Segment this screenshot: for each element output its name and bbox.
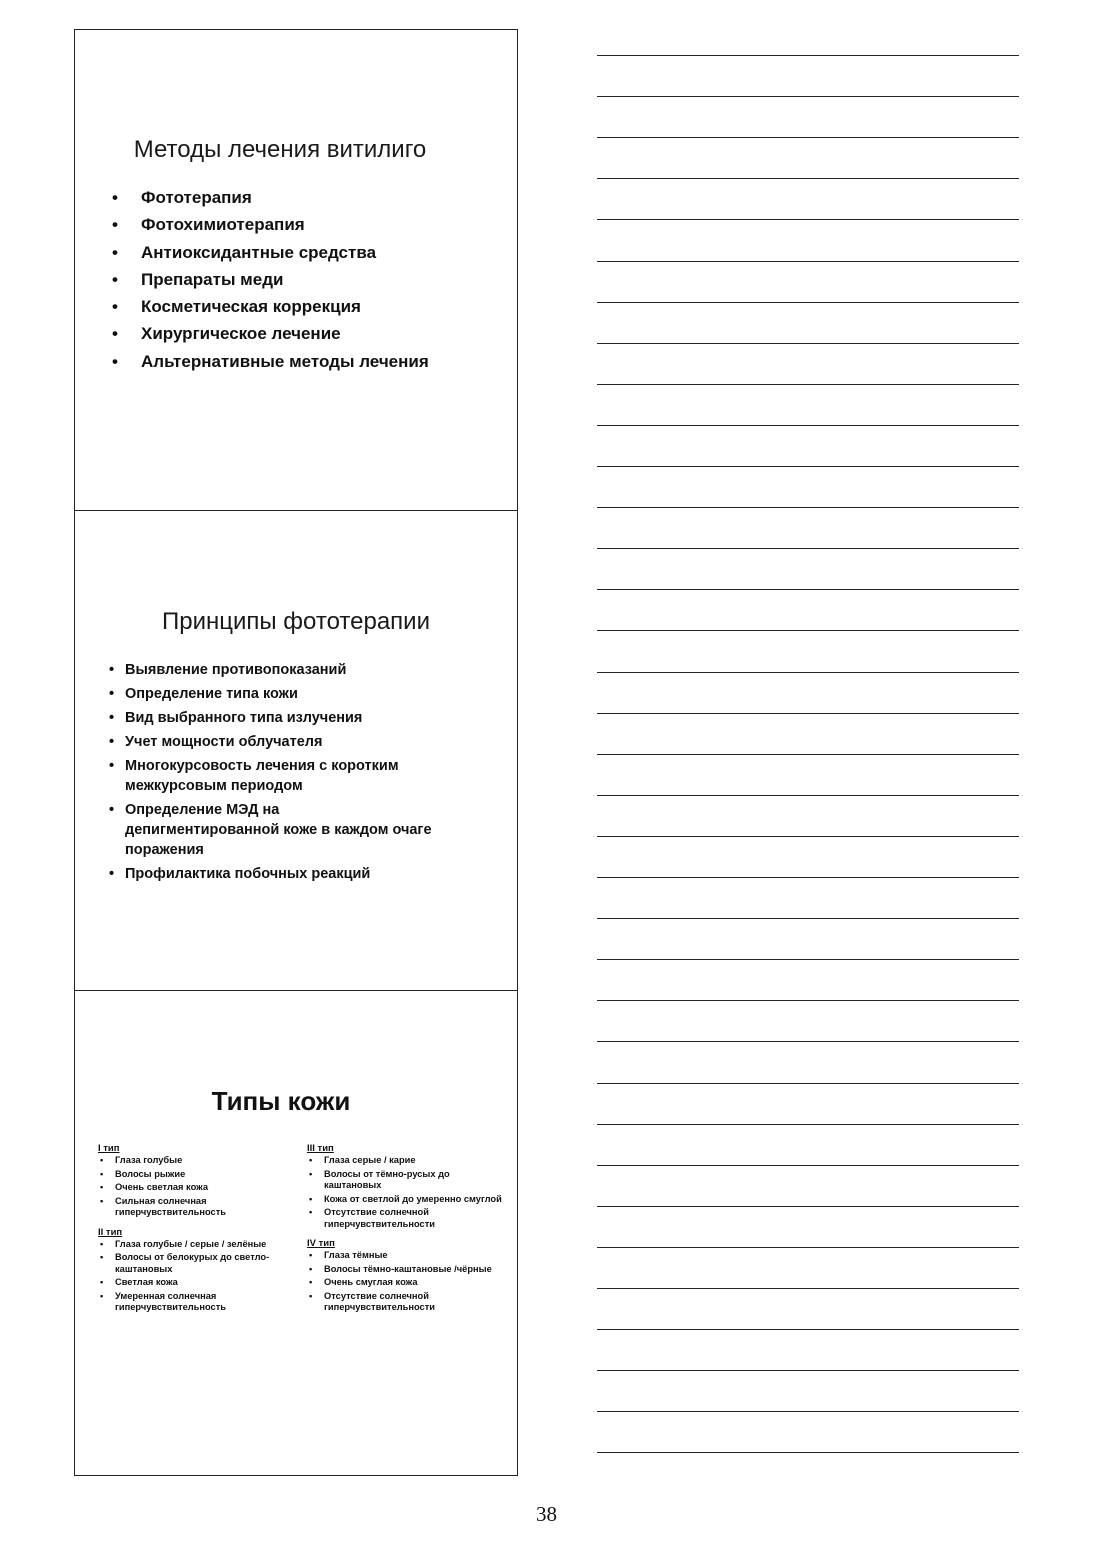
note-line: [597, 178, 1019, 179]
skin-type-3: [307, 1143, 507, 1230]
list-item: • Хирургическое лечение: [112, 324, 341, 344]
bullet-icon: •: [309, 1207, 313, 1217]
slide-title: Типы кожи: [211, 1086, 351, 1116]
list-item: • Выявление противопоказаний: [109, 662, 347, 678]
bullet-icon: •: [309, 1250, 313, 1260]
list-item: • Антиоксидантные средства: [112, 242, 377, 262]
list-item: • Определение МЭД на депигментированной коже в каждом очаге поражения: [109, 802, 432, 858]
bullet-icon: •: [309, 1168, 313, 1179]
note-line: [597, 672, 1019, 673]
notes-lines-area: [597, 0, 1019, 1500]
list-item: • Умеренная солнечная гиперчувствительность: [100, 1290, 226, 1312]
slide-title: Принципы фототерапии: [161, 608, 430, 635]
list-item: • Фотохимиотерапия: [112, 215, 305, 235]
note-line: [597, 548, 1019, 549]
slide-vitiligo-treatment-methods: [75, 30, 517, 510]
bullet-icon: •: [309, 1290, 313, 1301]
note-line: [597, 1206, 1019, 1207]
list-item: • Глаза серые / карие: [309, 1155, 416, 1165]
bullet-icon: •: [112, 188, 118, 207]
list-item: • Очень светлая кожа: [100, 1182, 209, 1192]
note-line: [597, 918, 1019, 919]
note-line: [597, 1329, 1019, 1330]
note-line: [597, 1288, 1019, 1289]
list-item: • Волосы тёмно-каштановые /чёрные: [309, 1263, 492, 1274]
list-item: • Отсутствие солнечной гиперчувствительности: [309, 1207, 435, 1229]
list-item: • Глаза голубые / серые / зелёные: [100, 1238, 267, 1249]
bullet-icon: •: [112, 269, 118, 289]
skin-type-heading: IV тип: [307, 1238, 335, 1249]
bullet-icon: •: [309, 1155, 313, 1165]
bullet-icon: •: [100, 1290, 104, 1301]
note-line: [597, 1000, 1019, 1001]
skin-type-heading: II тип: [98, 1226, 123, 1238]
bullet-icon: •: [112, 297, 118, 317]
bullet-icon: •: [112, 351, 118, 371]
bullet-icon: •: [100, 1195, 104, 1206]
list-item: • Косметическая коррекция: [112, 297, 361, 317]
note-line: [597, 959, 1019, 960]
list-item: • Сильная солнечная гиперчувствительность: [100, 1195, 226, 1217]
note-line: [597, 137, 1019, 138]
skin-type-4: [307, 1238, 507, 1314]
principles-list: [109, 660, 509, 888]
note-line: [597, 1083, 1019, 1084]
bullet-icon: •: [109, 710, 115, 726]
skin-type-1: [98, 1143, 298, 1219]
list-item: • Вид выбранного типа излучения: [109, 710, 363, 726]
bullet-icon: •: [309, 1193, 313, 1204]
bullet-icon: •: [100, 1238, 104, 1249]
slide-phototherapy-principles: [75, 510, 517, 990]
note-line: [597, 1165, 1019, 1166]
list-item: • Профилактика побочных реакций: [109, 866, 371, 882]
note-line: [597, 754, 1019, 755]
bullet-icon: •: [100, 1252, 104, 1262]
bullet-icon: •: [109, 662, 115, 678]
note-line: [597, 1452, 1019, 1453]
skin-type-heading: I тип: [98, 1143, 120, 1154]
note-line: [597, 425, 1019, 426]
note-line: [597, 1041, 1019, 1042]
treatment-methods-list: [112, 188, 512, 379]
list-item: • Волосы рыжие: [100, 1168, 186, 1179]
slide-title: Методы лечения витилиго: [133, 136, 427, 163]
bullet-icon: •: [109, 802, 115, 818]
bullet-icon: •: [100, 1277, 104, 1287]
note-line: [597, 589, 1019, 590]
slides-panel: [74, 29, 518, 1476]
skin-type-heading: III тип: [307, 1143, 334, 1154]
bullet-icon: •: [112, 242, 118, 262]
note-line: [597, 1370, 1019, 1371]
bullet-icon: •: [100, 1182, 104, 1192]
skin-type-2: [98, 1227, 298, 1314]
note-line: [597, 96, 1019, 97]
note-line: [597, 836, 1019, 837]
page-number: 38: [536, 1502, 557, 1526]
list-item: • Очень смуглая кожа: [309, 1277, 418, 1287]
note-line: [597, 1247, 1019, 1248]
note-line: [597, 466, 1019, 467]
note-line: [597, 1411, 1019, 1412]
list-item: • Определение типа кожи: [109, 686, 298, 702]
note-line: [597, 343, 1019, 344]
note-line: [597, 713, 1019, 714]
note-line: [597, 384, 1019, 385]
list-item: • Альтернативные методы лечения: [112, 351, 429, 371]
bullet-icon: •: [109, 686, 115, 702]
bullet-icon: •: [100, 1168, 104, 1179]
list-item: • Препараты меди: [112, 269, 284, 289]
list-item: • Кожа от светлой до умеренно смуглой: [309, 1193, 502, 1204]
note-line: [597, 55, 1019, 56]
list-item: • Учет мощности облучателя: [109, 734, 323, 750]
bullet-icon: •: [100, 1155, 104, 1165]
bullet-icon: •: [112, 215, 118, 235]
note-line: [597, 1124, 1019, 1125]
note-line: [597, 302, 1019, 303]
list-item: • Фототерапия: [112, 188, 252, 207]
list-item: • Многокурсовость лечения с коротким межкурсовым периодом: [109, 758, 399, 794]
bullet-icon: •: [109, 758, 115, 774]
skin-types-right-column: [307, 1143, 507, 1322]
note-line: [597, 877, 1019, 878]
note-line: [597, 630, 1019, 631]
bullet-icon: •: [309, 1277, 313, 1287]
note-line: [597, 795, 1019, 796]
bullet-icon: •: [112, 324, 118, 344]
bullet-icon: •: [109, 866, 115, 882]
bullet-icon: •: [109, 734, 115, 750]
list-item: • Светлая кожа: [100, 1277, 178, 1287]
bullet-icon: •: [309, 1263, 313, 1274]
slide-skin-types: [75, 990, 517, 1477]
list-item: • Волосы от тёмно-русых до каштановых: [309, 1168, 450, 1190]
list-item: • Глаза голубые: [100, 1155, 183, 1165]
note-line: [597, 507, 1019, 508]
note-line: [597, 261, 1019, 262]
skin-types-left-column: [98, 1143, 298, 1322]
list-item: • Отсутствие солнечной гиперчувствительности: [309, 1290, 435, 1312]
list-item: • Глаза тёмные: [309, 1250, 388, 1260]
note-line: [597, 219, 1019, 220]
list-item: • Волосы от белокурых до светло-каштановых: [100, 1252, 270, 1274]
